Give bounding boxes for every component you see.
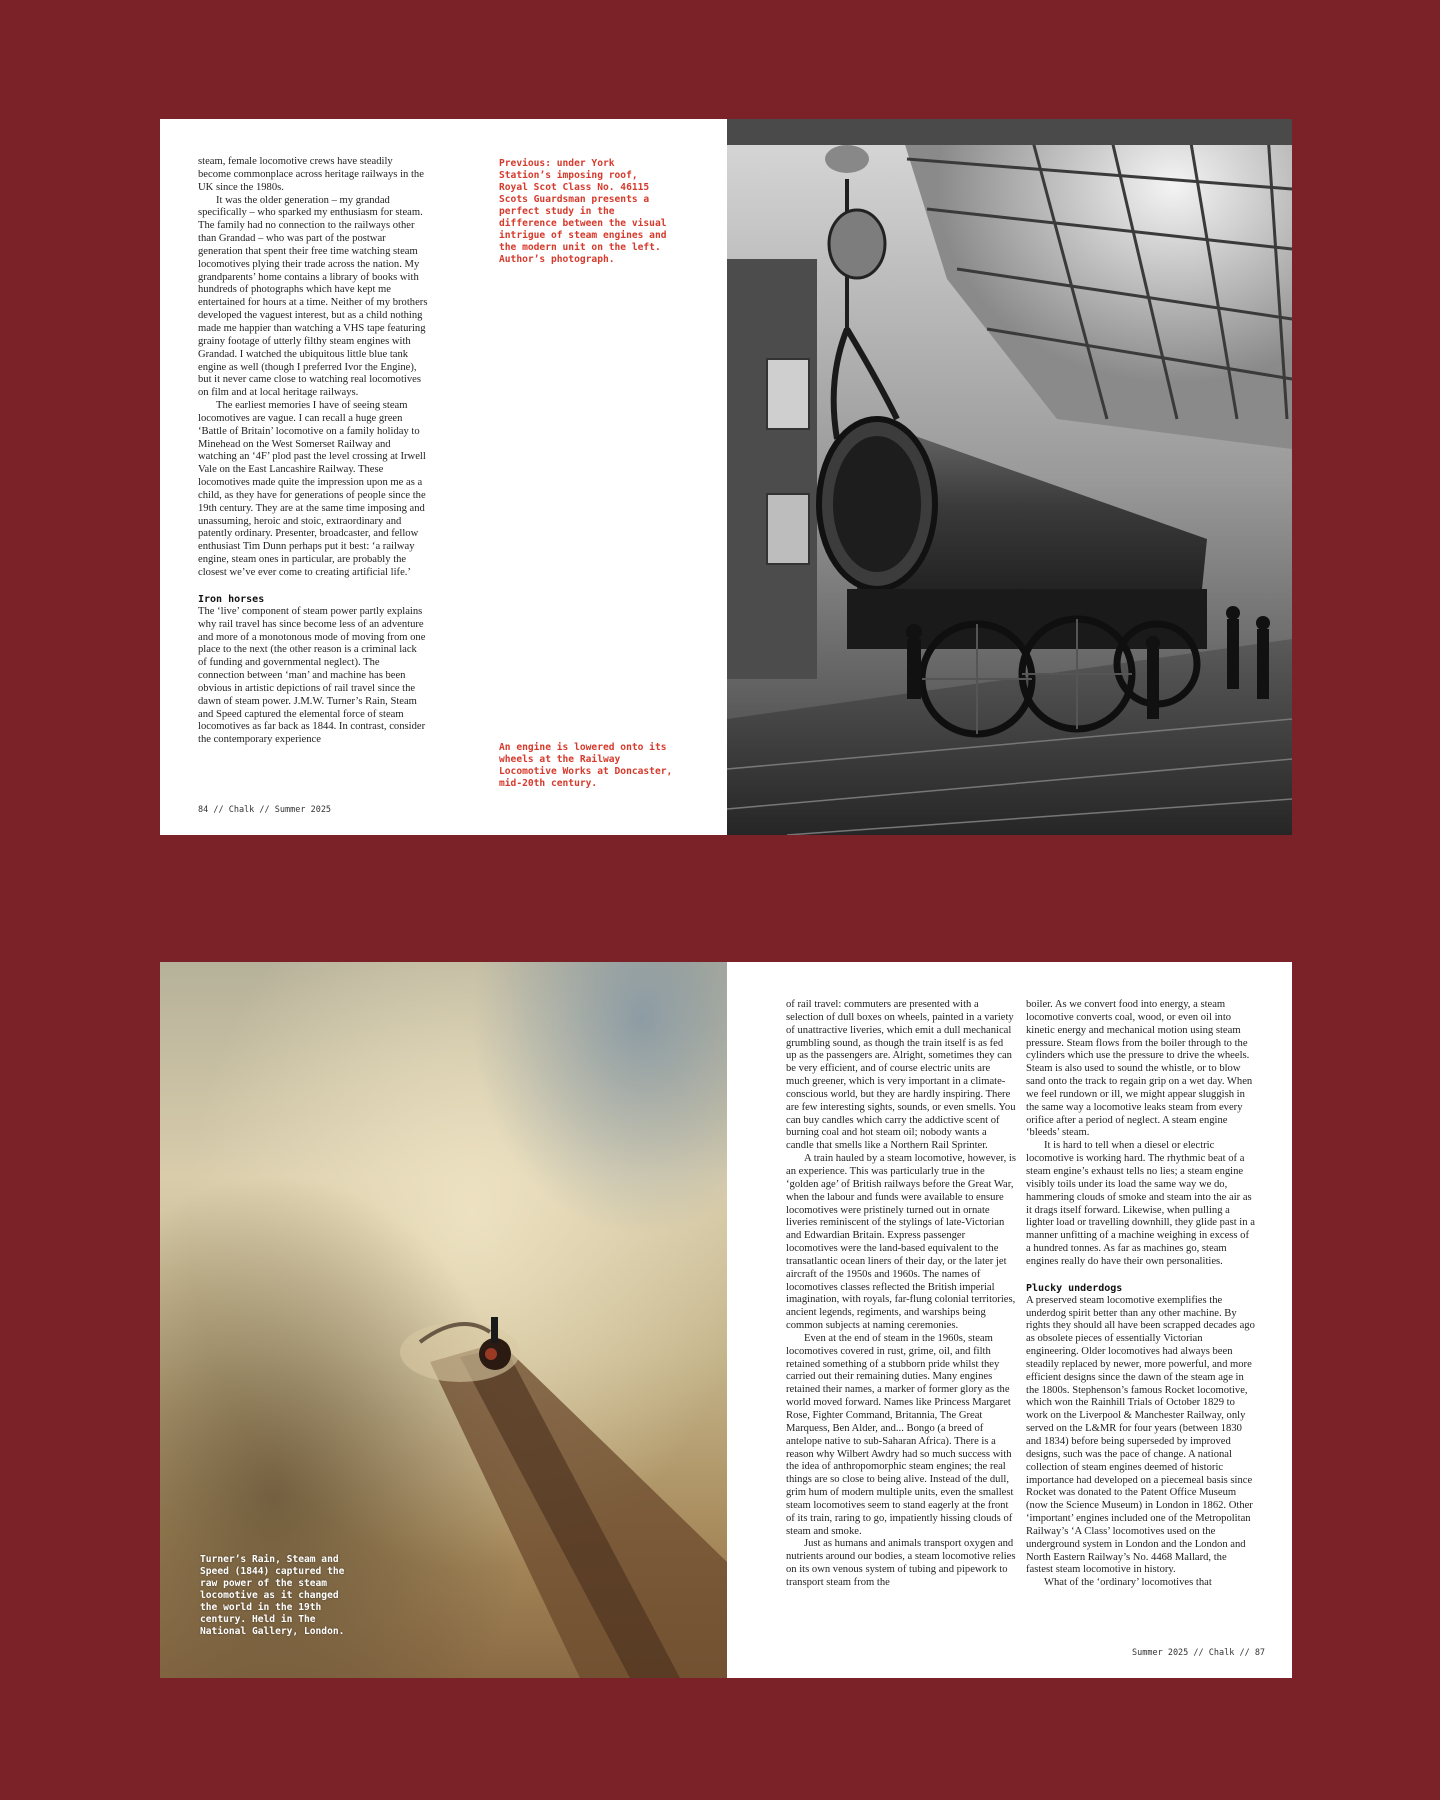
painting-caption: Turner’s Rain, Steam and Speed (1844) captured the raw power of the steam locomotive as it changed the world in the 19th century. Held in The National Gallery, London. [200,1554,345,1637]
section-subhead: Plucky underdogs [1026,1282,1123,1294]
paragraph: Just as humans and animals transport oxygen and nutrients around our bodies, a steam locomotive relies on its own venous system of tubing and pipework to transport steam from the [786,1538,1016,1588]
paragraph: A preserved steam locomotive exemplifies the underdog spirit better than any other machine. By rights they should all have been scrapped decades ago as obsolete pieces of essentially Victorian engineering. Older locomotives had always been steadily replaced by newer, more powerful, and more efficient designs since the dawn of the steam age in the 1800s. Stephenson’s famous Rocket locomotive, which won the Rainhill Trials of October 1829 to work on the Liverpool & Manchester Railway, only served on the L&MR for four years (between 1830 and 1834) before being superseded by improved designs, such was the pace of change. A national collection of steam engines deemed of historic importance had developed on a piecemeal basis since Rocket was donated to the Patent Office Museum (now the Science Museum) in London in 1862. Other ‘important’ engines included one of the Metropolitan Railway’s ‘A Class’ locomotives used on the underground system in London and the London and North Eastern Railway’s No. 4468 Mallard, the fastest steam locomotive in history. [1026,1294,1255,1576]
article-column-1 [198,156,428,747]
paragraph: What of the ‘ordinary’ locomotives that [1044,1577,1212,1589]
magazine-spread-pages-84-85 [160,119,1292,835]
article-column-2 [786,999,1016,1590]
paragraph: Even at the end of steam in the 1960s, steam locomotives covered in rust, grime, oil, and filth retained something of a stubborn pride whilst they carried out their remaining duties. Many engines retained their names, a marker of former glory as the world moved forward. Names like Princess Margaret Rose, Fighter Command, Britannia, The Great Marquess, Ben Alder, and... Bongo (a breed of antelope native to sub-Saharan Africa). There is a reason why Wilbert Awdry had so much success with the idea of anthropomorphic steam engines; the real things are so close to being alive. Instead of the dull, grim hum of modern multiple units, even the smallest steam locomotives seem to stand eagerly at the front of its train, raring to go, impatiently hissing clouds of steam and smoke. [786,1332,1014,1537]
magazine-spread-pages-86-87 [160,962,1292,1678]
crane-locomotive-photo [727,119,1292,835]
paragraph: The earliest memories I have of seeing steam locomotives are vague. I can recall a huge green ‘Battle of Britain’ locomotive on a family holiday to Minehead on the West Somerset Railway and watching an ‘4F’ plod past the level crossing at Irwell Vale on the East Lancashire Railway. These locomotives made quite the impression upon me as a child, as they have for generations of people since the 19th century. They are at the same time imposing and unassuming, heroic and stoic, extraordinary and patently ordinary. Presenter, broadcaster, and fellow enthusiast Tim Dunn perhaps put it best: ‘a railway engine, steam ones in particular, are probably the closest we’ve ever come to creating artificial life.’ [198,400,426,578]
page-folio-left: 84 // Chalk // Summer 2025 [198,805,332,815]
section-subhead: Iron horses [198,593,265,605]
photo-caption-engine: An engine is lowered onto its wheels at the Railway Locomotive Works at Doncaster, mid-20th century. [499,742,673,789]
paragraph: It was the older generation – my grandad specifically – who sparked my enthusiasm for steam. The family had no connection to the railways other than Grandad – who was part of the postwar generation that spent their free time watching steam locomotives plying their trade across the nation. My grandparents’ home contains a library of books with hundreds of photographs which have kept me entertained for hours at a time. Neither of my brothers developed the vaguest interest, but as a child nothing made me happier than watching a VHS tape featuring grainy footage of utterly filthy steam engines with Grandad. I watched the ubiquitous little blue tank engine as well (though I preferred Ivor the Engine), but it never came close to watching real locomotives on film and at local heritage railways. [198,194,428,399]
page-folio-right: Summer 2025 // Chalk // 87 [1132,1648,1266,1658]
paragraph: boiler. As we convert food into energy, a steam locomotive converts coal, wood, or even oil into kinetic energy and mechanical motion using steam pressure. Steam flows from the boiler through to the cylinders which use the pressure to drive the wheels. Steam is also used to sound the whistle, or to blow sand onto the track to regain grip on a wet day. When we feel rundown or ill, we might appear sluggish in the same way a locomotive leaks steam from every orifice after a period of neglect. A steam engine ‘bleeds’ steam. [1026,999,1253,1139]
paragraph: It is hard to tell when a diesel or electric locomotive is working hard. The rhythmic beat of a steam engine’s exhaust tells no lies; a steam engine visibly toils under its load the same way we do, hammering clouds of smoke and steam into the air as it drags itself forward. Likewise, when pulling a lighter load or travelling downhill, they glide past in a manner unfitting of a machine weighing in excess of a hundred tonnes. As far as machines go, steam engines really do have their own personalities. [1026,1140,1255,1267]
photo-caption-previous: Previous: under York Station’s imposing roof, Royal Scot Class No. 46115 Scots Guardsman presents a perfect study in the difference between the visual intrigue of steam engines and the modern unit on the left. Author’s photograph. [499,158,667,265]
article-column-3 [1026,999,1256,1590]
paragraph: The ‘live’ component of steam power partly explains why rail travel has since become less of an adventure and more of a monotonous mode of moving from one place to the next (the other reason is a criminal lack of funding and governmental neglect). The connection between ‘man’ and machine has been obvious in artistic depictions of rail travel since the dawn of steam power. J.M.W. Turner’s Rain, Steam and Speed captured the elemental force of steam locomotives as far back as 1844. In contrast, consider the contemporary experience [198,605,426,746]
paragraph: A train hauled by a steam locomotive, however, is an experience. This was particularly true in the ‘golden age’ of British railways before the Great War, when the labour and funds were available to ensure locomotives were pristinely turned out in ornate liveries reminiscent of the stylings of late-Victorian and Edwardian Britain. Express passenger locomotives were the land-based equivalent to the transatlantic ocean liners of their day, or the later jet aircraft of the 1950s and 1960s. The names of locomotives classes reflected the British imperial imagination, with royals, far-flung colonial territories, ancient legends, regiments, and warships being common subjects at naming ceremonies. [786,1153,1016,1332]
paragraph: steam, female locomotive crews have steadily become commonplace across heritage railways in the UK since the 1980s. [198,156,424,193]
paragraph: of rail travel: commuters are presented with a selection of dull boxes on wheels, painted in a variety of unattractive liveries, which emit a dull mechanical grumbling sound, as though the train itself is as fed up as the passengers are. Alright, sometimes they can be very efficient, and of course electric units are much greener, which is very important in a climate-conscious world, but they are hardly inspiring. There are few interesting sights, sounds, or even smells. You can buy candles which carry the addictive scent of burning coal and hot steam oil; nobody wants a candle that smells like a Northern Rail Sprinter. [786,999,1016,1152]
locomotive-illustration [727,119,1292,835]
